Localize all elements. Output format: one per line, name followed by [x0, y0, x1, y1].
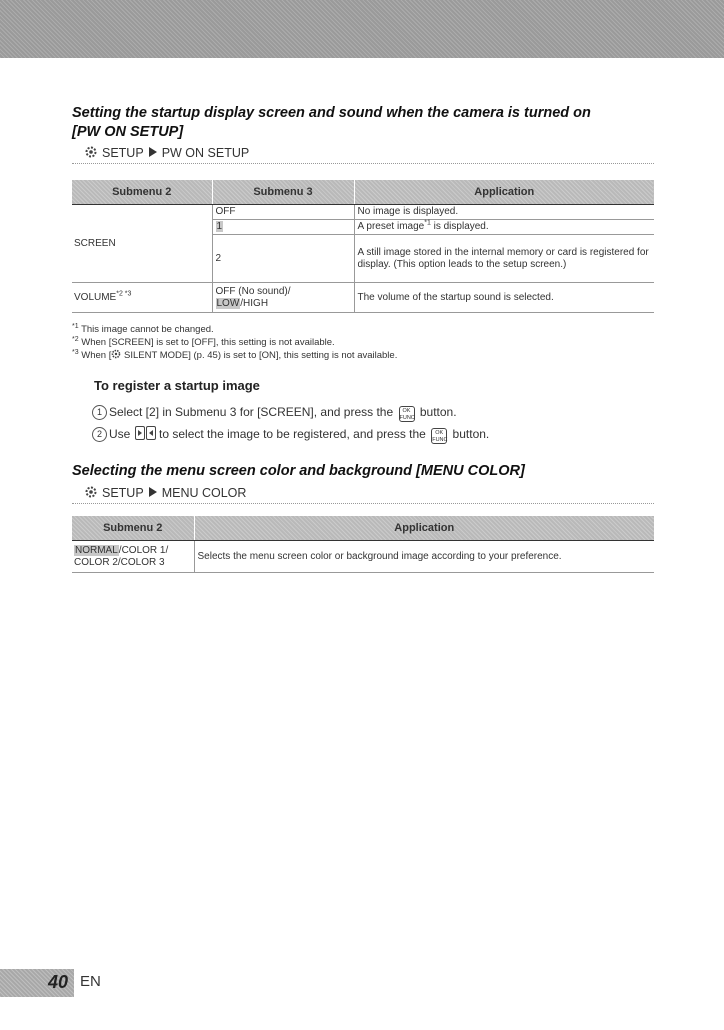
- table-row: [72, 205, 654, 220]
- step-2-number: 2: [92, 427, 107, 442]
- step-2-text-start: Use: [109, 427, 131, 441]
- section-title-line2: [PW ON SETUP]: [72, 124, 184, 140]
- menu-path-pw-on-setup: [72, 145, 654, 164]
- setup-gear-icon: [84, 485, 98, 499]
- cell-option-1: [212, 220, 354, 235]
- color1-option: /COLOR 1/: [118, 544, 169, 556]
- right-arrow-button-icon: [135, 426, 145, 440]
- table-row: [72, 283, 654, 313]
- setup-gear-icon: [84, 145, 98, 159]
- footnote-text-3b: SILENT MODE] (p. 45) is set to [ON], this setting is not available.: [121, 350, 398, 361]
- path-arrow-icon: [149, 147, 157, 157]
- page-number-badge: [0, 969, 74, 997]
- footnote-2: [72, 336, 397, 349]
- path-setup: SETUP: [102, 486, 144, 500]
- page-number: 40: [47, 972, 68, 992]
- cell-color-app: Selects the menu screen color or background image according to your preference.: [194, 541, 654, 573]
- top-header-band: [0, 0, 724, 58]
- section-title-pw-on-setup: [72, 104, 672, 142]
- volume-low-highlight: LOW: [216, 297, 240, 309]
- ok-func-button-icon: [399, 406, 415, 422]
- footnote-text-3a: When [: [81, 350, 112, 361]
- header-submenu3: Submenu 3: [212, 180, 354, 205]
- header-submenu2: Submenu 2: [72, 516, 194, 541]
- section-title-line1: Setting the startup display screen and sound when the camera is turned on: [72, 105, 591, 121]
- footnote-3: [72, 349, 397, 362]
- cell-volume-app: The volume of the startup sound is selected.: [354, 283, 654, 313]
- table-row: [72, 541, 654, 573]
- cell-color-options: [72, 541, 194, 573]
- option-1-highlight: 1: [216, 221, 223, 232]
- footnote-mark-3: *3: [72, 348, 79, 356]
- pw-on-setup-table: [72, 180, 654, 313]
- menu-color-table: [72, 516, 654, 573]
- volume-off-option: OFF (No sound)/: [215, 285, 291, 297]
- cell-option-2: 2: [212, 235, 354, 283]
- register-steps: [92, 401, 489, 445]
- step-1: [92, 401, 489, 423]
- step-2-text-end: button.: [452, 427, 490, 441]
- func-label: FUNC: [399, 415, 415, 421]
- step-2-text: to select the image to be registered, and press the: [159, 427, 426, 441]
- footnote-1: [72, 323, 397, 336]
- path-target: MENU COLOR: [161, 486, 247, 500]
- cell-off-app: No image is displayed.: [354, 205, 654, 220]
- cell-screen: SCREEN: [72, 205, 212, 283]
- option-1-app-text-end: is displayed.: [430, 221, 489, 232]
- table-header-row: [72, 180, 654, 205]
- left-arrow-button-icon: [146, 426, 156, 440]
- volume-high-option: /HIGH: [240, 297, 269, 309]
- silent-mode-gear-icon: [111, 349, 121, 359]
- option-1-app-text: A preset image: [357, 221, 425, 232]
- step-1-text-end: button.: [419, 405, 457, 419]
- ok-func-button-icon: [431, 428, 447, 444]
- normal-highlight: NORMAL: [75, 544, 118, 556]
- path-target: PW ON SETUP: [161, 146, 250, 160]
- footnote-mark-1: *1: [72, 322, 79, 330]
- footnote-ref-1: *1: [424, 219, 431, 227]
- cell-option-1-app: [354, 220, 654, 235]
- section-title-menu-color: Selecting the menu screen color and background [MENU COLOR]: [72, 463, 525, 479]
- path-setup: SETUP: [102, 146, 144, 160]
- cell-off: OFF: [212, 205, 354, 220]
- footnote-text-2: When [SCREEN] is set to [OFF], this setting is not available.: [81, 337, 335, 348]
- footnotes: [72, 323, 397, 362]
- volume-label: VOLUME: [74, 291, 117, 303]
- footnote-mark-2: *2: [72, 335, 79, 343]
- path-arrow-icon: [149, 487, 157, 497]
- cell-volume: [72, 283, 212, 313]
- step-1-text: Select [2] in Submenu 3 for [SCREEN], and press the: [109, 405, 394, 419]
- step-1-number: 1: [92, 405, 107, 420]
- footnote-text-1: This image cannot be changed.: [81, 324, 214, 335]
- color2-color3-option: COLOR 2/COLOR 3: [74, 556, 165, 568]
- menu-path-menu-color: [72, 485, 654, 504]
- ok-label: OK: [435, 430, 444, 436]
- ok-label: OK: [402, 408, 411, 414]
- register-heading: To register a startup image: [94, 378, 260, 393]
- header-submenu2: Submenu 2: [72, 180, 212, 205]
- step-2: [92, 423, 489, 445]
- table-header-row: [72, 516, 654, 541]
- header-application: Application: [194, 516, 654, 541]
- footnote-ref-2-3: *2 *3: [116, 290, 132, 298]
- cell-volume-options: [212, 283, 354, 313]
- header-application: Application: [354, 180, 654, 205]
- func-label: FUNC: [432, 437, 448, 443]
- cell-option-2-app: A still image stored in the internal memory or card is registered for display. (This option leads to the setup screen.): [354, 235, 654, 283]
- language-label: EN: [80, 973, 101, 990]
